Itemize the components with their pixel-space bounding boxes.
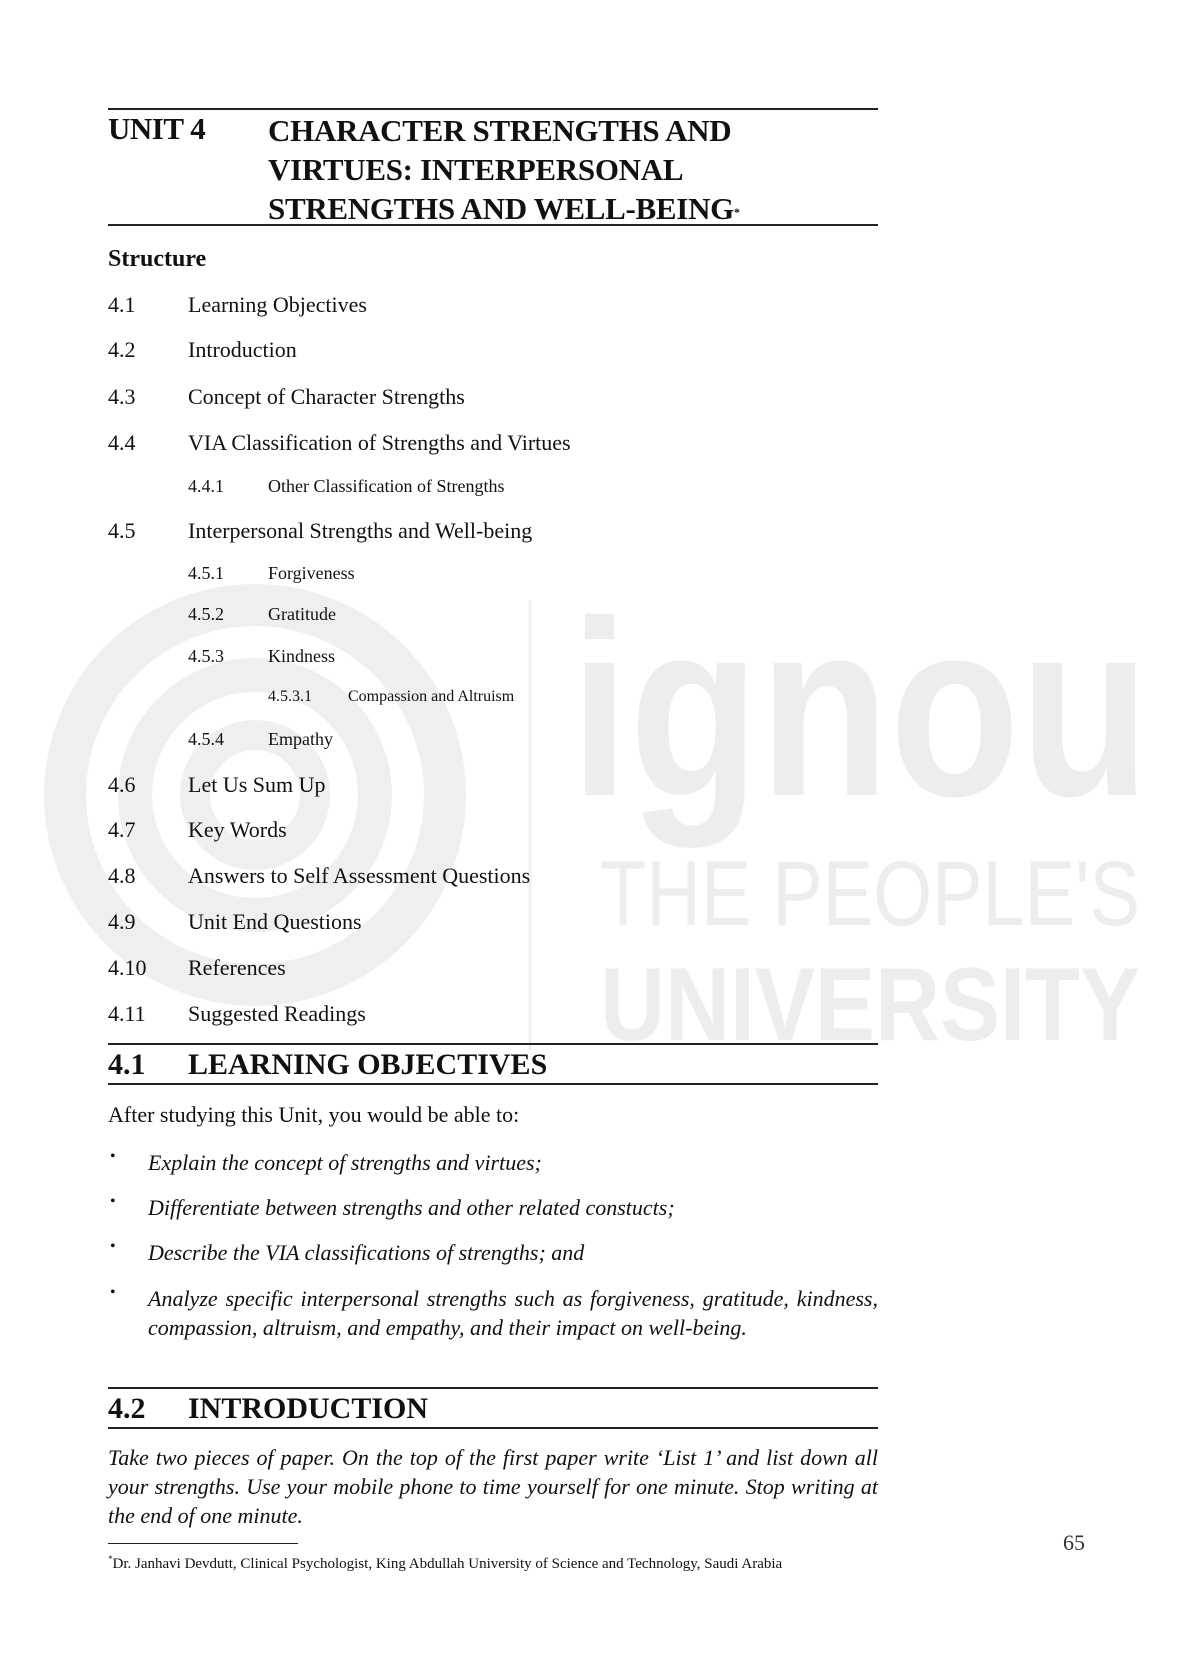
toc-subitem-label: Empathy: [268, 729, 333, 749]
objective-text: Describe the VIA classifications of strengths; and: [148, 1240, 585, 1265]
toc-item-label: Interpersonal Strengths and Well-being: [188, 518, 533, 543]
section-number: 4.1: [108, 1048, 146, 1081]
unit-number: UNIT 4: [108, 111, 206, 146]
toc-item-number: 4.8: [108, 863, 136, 888]
toc-item[interactable]: [108, 337, 878, 367]
toc-item-label: Key Words: [188, 817, 287, 842]
toc-item-label: References: [188, 955, 286, 980]
introduction-top-rule: [108, 1387, 878, 1389]
section-number: 4.2: [108, 1392, 146, 1425]
toc-subitem[interactable]: [108, 729, 878, 755]
toc-item-number: 4.3: [108, 384, 136, 409]
unit-title-line-2: VIRTUES: INTERPERSONAL: [268, 152, 684, 187]
toc-item[interactable]: [108, 955, 878, 985]
footnote-rule: [108, 1543, 298, 1544]
objectives-top-rule: [108, 1043, 878, 1045]
toc-item-label: Answers to Self Assessment Questions: [188, 863, 531, 888]
toc-item-label: VIA Classification of Strengths and Virtues: [188, 430, 571, 455]
objective-bullet: [108, 1284, 878, 1374]
header-bottom-rule: [108, 224, 878, 226]
toc-item-number: 4.7: [108, 817, 136, 842]
footnote: [108, 1549, 878, 1575]
objective-bullet: [108, 1193, 878, 1223]
toc-subitem-label: Forgiveness: [268, 563, 355, 583]
toc-item-label: Let Us Sum Up: [188, 772, 326, 797]
toc-subsubitem-number: 4.5.3.1: [268, 688, 312, 705]
watermark-brand: ignou: [570, 569, 1150, 848]
objectives-intro: After studying this Unit, you would be able to:: [108, 1102, 520, 1127]
toc-item-number: 4.5: [108, 518, 136, 543]
toc-subitem-label: Gratitude: [268, 604, 336, 624]
unit-title-line-1: CHARACTER STRENGTHS AND: [268, 113, 732, 148]
objective-bullet: [108, 1238, 878, 1268]
toc-subitem-number: 4.5.2: [188, 604, 224, 624]
bullet-icon: •: [110, 1284, 116, 1301]
section-title: INTRODUCTION: [188, 1392, 429, 1425]
toc-item-number: 4.4: [108, 430, 136, 455]
footnote-text: Dr. Janhavi Devdutt, Clinical Psychologist, King Abdullah University of Science and Technology, Saudi Arabia: [112, 1556, 783, 1572]
section-heading-introduction: [108, 1392, 878, 1428]
watermark-line2: UNIVERSITY: [600, 947, 1140, 1063]
toc-item-number: 4.10: [108, 955, 147, 980]
toc-item[interactable]: [108, 384, 878, 414]
unit-title: [268, 111, 878, 228]
bullet-icon: •: [110, 1148, 116, 1165]
toc-item-number: 4.11: [108, 1001, 146, 1026]
toc-item[interactable]: [108, 817, 878, 847]
toc-item[interactable]: [108, 772, 878, 802]
section-heading-objectives: [108, 1048, 878, 1084]
header-top-rule: [108, 108, 878, 110]
structure-heading: Structure: [108, 246, 207, 272]
toc-subitem-number: 4.5.3: [188, 646, 224, 666]
toc-item[interactable]: [108, 430, 878, 460]
toc-item-number: 4.1: [108, 292, 136, 317]
bullet-icon: •: [110, 1193, 116, 1210]
toc-subsubitem-label: Compassion and Altruism: [348, 688, 515, 705]
toc-subitem-number: 4.4.1: [188, 476, 224, 496]
page-number: 65: [1063, 1530, 1085, 1555]
toc-item-number: 4.9: [108, 909, 136, 934]
objectives-bottom-rule: [108, 1083, 878, 1085]
toc-subsubitem[interactable]: [108, 688, 878, 712]
objective-text: Differentiate between strengths and other related constucts;: [148, 1195, 675, 1220]
toc-item-label: Learning Objectives: [188, 292, 367, 317]
toc-subitem-number: 4.5.1: [188, 563, 224, 583]
objective-text: Analyze specific interpersonal strengths such as forgiveness, gratitude, kindness, compassion, altruism, and empathy, and their impact on well-being.: [148, 1286, 878, 1340]
introduction-paragraph: Take two pieces of paper. On the top of the first paper write ‘List 1’ and list down all your strengths. Use your mobile phone to time yourself for one minute. Stop writing at the end of one minute.: [108, 1445, 878, 1528]
toc-item-label: Unit End Questions: [188, 909, 362, 934]
toc-item-number: 4.6: [108, 772, 136, 797]
toc-item-number: 4.2: [108, 337, 136, 362]
section-title: LEARNING OBJECTIVES: [188, 1048, 548, 1081]
toc-item[interactable]: [108, 518, 878, 548]
toc-item-label: Introduction: [188, 337, 297, 362]
footnote-mark: *: [108, 1554, 113, 1564]
toc-item[interactable]: [108, 863, 878, 893]
watermark-line1: THE PEOPLE'S: [600, 843, 1140, 945]
toc-subitem-label: Kindness: [268, 646, 335, 666]
toc-subitem-number: 4.5.4: [188, 729, 224, 749]
toc-subitem-label: Other Classification of Strengths: [268, 476, 505, 496]
toc-item-label: Suggested Readings: [188, 1001, 366, 1026]
toc-subitem[interactable]: [108, 476, 878, 502]
toc-item[interactable]: [108, 909, 878, 939]
toc-item-label: Concept of Character Strengths: [188, 384, 465, 409]
toc-item[interactable]: [108, 292, 878, 322]
bullet-icon: •: [110, 1238, 116, 1255]
toc-subitem[interactable]: [108, 563, 878, 589]
toc-item[interactable]: [108, 1001, 878, 1031]
objective-bullet: [108, 1148, 878, 1178]
toc-subitem[interactable]: [108, 646, 878, 672]
introduction-bottom-rule: [108, 1427, 878, 1429]
unit-title-line-3: STRENGTHS AND WELL-BEING*: [268, 191, 740, 226]
unit-footnote-mark: *: [733, 205, 740, 219]
toc-subitem[interactable]: [108, 604, 878, 630]
objective-text: Explain the concept of strengths and virtues;: [148, 1150, 542, 1175]
